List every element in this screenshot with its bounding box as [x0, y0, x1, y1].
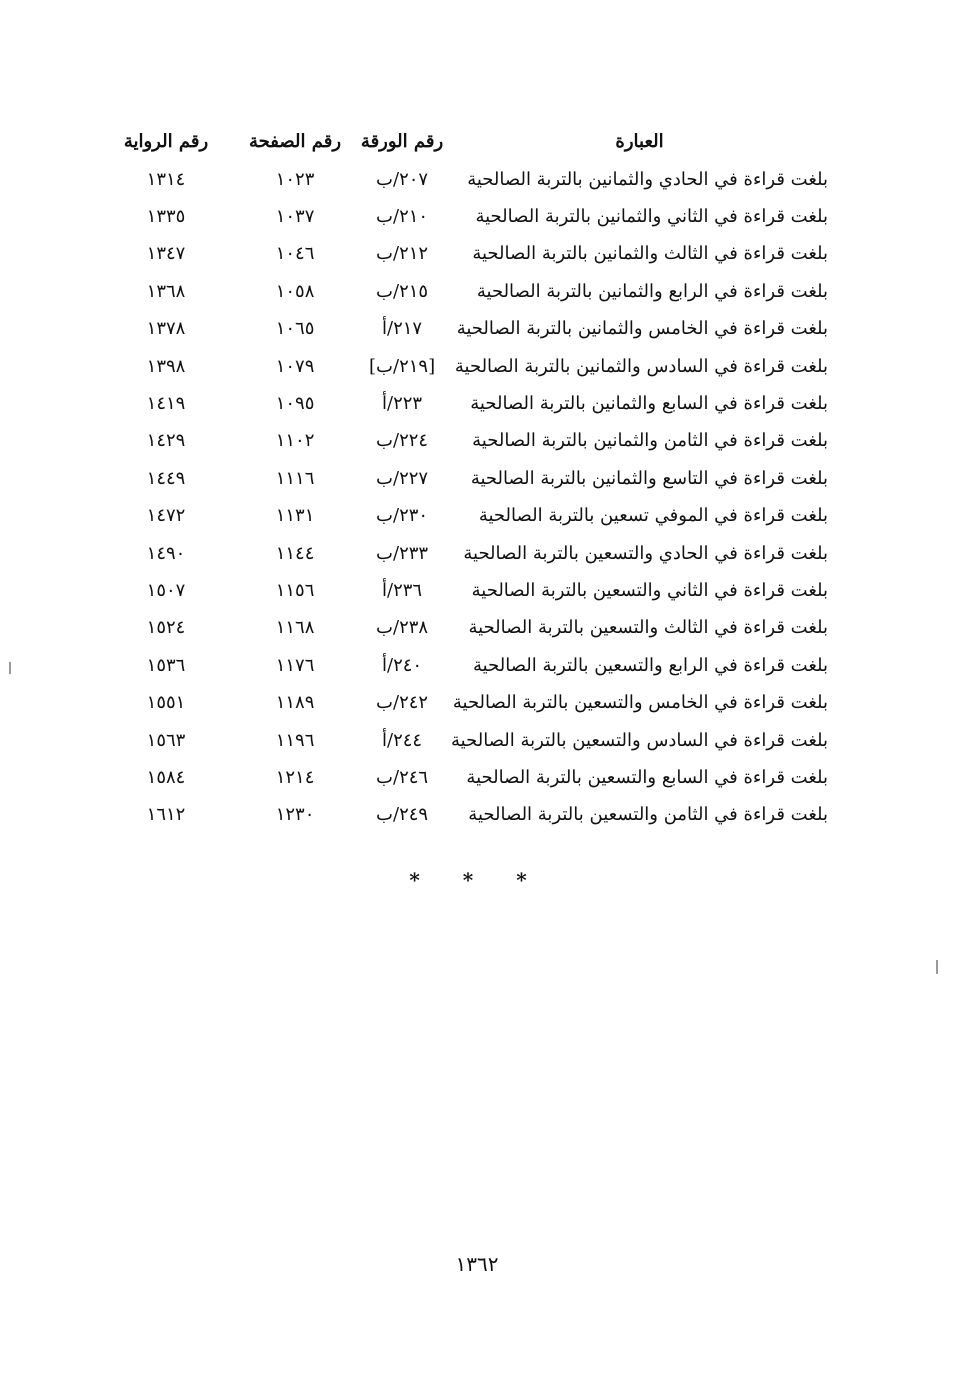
table-body: [95, 161, 828, 834]
cell-phrase: بلغت قراءة في السابع والثمانين بالتربة الصالحية: [470, 393, 828, 415]
cell-narration-number: ١٥٥١: [146, 692, 186, 714]
table-row: [95, 273, 828, 310]
cell-leaf-number: ٢٣٦/أ: [382, 579, 423, 601]
readings-table: [95, 123, 828, 834]
cell-narration-number: ١٤٧٢: [146, 505, 186, 527]
cell-page-number: ١١٥٦: [275, 579, 315, 601]
cell-narration-number: ١٤١٩: [146, 393, 186, 415]
cell-phrase: بلغت قراءة في الرابع والتسعين بالتربة الصالحية: [473, 654, 828, 676]
scan-speck: [9, 662, 11, 674]
table-row: [95, 198, 828, 235]
cell-page-number: ١١٨٩: [275, 692, 315, 714]
cell-page-number: ١١٦٨: [275, 617, 315, 639]
cell-narration-number: ١٥٣٦: [146, 654, 186, 676]
cell-phrase: بلغت قراءة في الرابع والثمانين بالتربة الصالحية: [476, 280, 828, 302]
cell-phrase: بلغت قراءة في الثالث والتسعين بالتربة الصالحية: [468, 617, 828, 639]
cell-page-number: ١٠٣٧: [275, 206, 315, 228]
cell-phrase: بلغت قراءة في التاسع والثمانين بالتربة الصالحية: [470, 467, 828, 489]
table-row: [95, 460, 828, 497]
header-page-number: رقم الصفحة: [249, 131, 342, 152]
table-row: [95, 647, 828, 684]
cell-narration-number: ١٥٠٧: [146, 579, 186, 601]
table-header-row: [95, 123, 828, 161]
cell-narration-number: ١٥٢٤: [146, 617, 186, 639]
cell-phrase: بلغت قراءة في السادس والثمانين بالتربة الصالحية: [454, 355, 828, 377]
cell-leaf-number: ٢٣٠/ب: [376, 505, 429, 527]
table-row: [95, 498, 828, 535]
cell-leaf-number: ٢١٧/أ: [382, 318, 423, 340]
cell-page-number: ١١٠٢: [275, 430, 315, 452]
table-row: [95, 161, 828, 198]
cell-phrase: بلغت قراءة في الحادي والثمانين بالتربة الصالحية: [467, 168, 828, 190]
cell-leaf-number: ٢١٥/ب: [376, 280, 429, 302]
table-row: [95, 797, 828, 834]
cell-narration-number: ١٤٢٩: [146, 430, 186, 452]
page-number: ١٣٦٢: [455, 1252, 499, 1276]
cell-page-number: ١١٣١: [275, 505, 315, 527]
cell-page-number: ١٠٧٩: [275, 355, 315, 377]
cell-narration-number: ١٣٦٨: [146, 280, 186, 302]
cell-phrase: بلغت قراءة في السادس والتسعين بالتربة الصالحية: [451, 729, 828, 751]
cell-leaf-number: [٢١٩/ب]: [369, 355, 436, 377]
cell-leaf-number: ٢٤٠/أ: [382, 654, 423, 676]
cell-leaf-number: ٢١٠/ب: [376, 206, 429, 228]
cell-page-number: ١٠٥٨: [275, 280, 315, 302]
cell-page-number: ١١١٦: [275, 467, 315, 489]
cell-phrase: بلغت قراءة في الثامن والتسعين بالتربة الصالحية: [468, 804, 828, 826]
cell-leaf-number: ٢٤٢/ب: [376, 692, 429, 714]
cell-phrase: بلغت قراءة في الموفي تسعين بالتربة الصالحية: [478, 505, 828, 527]
cell-phrase: بلغت قراءة في الثاني والتسعين بالتربة الصالحية: [471, 579, 828, 601]
table-row: [95, 236, 828, 273]
cell-narration-number: ١٦١٢: [146, 804, 186, 826]
cell-narration-number: ١٤٤٩: [146, 467, 186, 489]
table-row: [95, 385, 828, 422]
cell-page-number: ١٠٤٦: [275, 243, 315, 265]
cell-narration-number: ١٥٦٣: [146, 729, 186, 751]
cell-leaf-number: ٢٤٦/ب: [376, 766, 429, 788]
cell-phrase: بلغت قراءة في الثامن والثمانين بالتربة الصالحية: [472, 430, 828, 452]
table-row: [95, 423, 828, 460]
cell-narration-number: ١٥٨٤: [146, 766, 186, 788]
table-row: [95, 610, 828, 647]
table-row: [95, 311, 828, 348]
header-leaf-number: رقم الورقة: [360, 131, 444, 152]
cell-narration-number: ١٣١٤: [146, 168, 186, 190]
cell-page-number: ١٠٢٣: [275, 168, 315, 190]
cell-phrase: بلغت قراءة في الخامس والثمانين بالتربة الصالحية: [456, 318, 828, 340]
table-row: [95, 759, 828, 796]
cell-leaf-number: ٢٤٩/ب: [376, 804, 429, 826]
cell-narration-number: ١٣٩٨: [146, 355, 186, 377]
cell-phrase: بلغت قراءة في الحادي والتسعين بالتربة الصالحية: [463, 542, 828, 564]
table-row: [95, 684, 828, 721]
cell-leaf-number: ٢٣٣/ب: [376, 542, 429, 564]
cell-narration-number: ١٣٤٧: [146, 243, 186, 265]
scan-speck: [936, 960, 938, 974]
cell-narration-number: ١٤٩٠: [146, 542, 186, 564]
table-row: [95, 572, 828, 609]
cell-phrase: بلغت قراءة في الثالث والثمانين بالتربة الصالحية: [472, 243, 828, 265]
table-row: [95, 535, 828, 572]
cell-leaf-number: ٢٢٧/ب: [376, 467, 429, 489]
cell-phrase: بلغت قراءة في الخامس والتسعين بالتربة الصالحية: [452, 692, 828, 714]
table-row: [95, 348, 828, 385]
cell-narration-number: ١٣٣٥: [146, 206, 186, 228]
cell-page-number: ١١٧٦: [275, 654, 315, 676]
cell-phrase: بلغت قراءة في السابع والتسعين بالتربة الصالحية: [466, 766, 828, 788]
section-separator: * * *: [409, 868, 545, 892]
cell-page-number: ١٢١٤: [275, 766, 315, 788]
cell-leaf-number: ٢٢٤/ب: [376, 430, 429, 452]
header-narration-number: رقم الرواية: [123, 131, 209, 152]
cell-narration-number: ١٣٧٨: [146, 318, 186, 340]
cell-page-number: ١٠٩٥: [275, 393, 315, 415]
cell-page-number: ١١٤٤: [275, 542, 315, 564]
cell-leaf-number: ٢٣٨/ب: [376, 617, 429, 639]
table-row: [95, 722, 828, 759]
cell-leaf-number: ٢٢٣/أ: [382, 393, 423, 415]
cell-leaf-number: ٢١٢/ب: [376, 243, 429, 265]
cell-leaf-number: ٢٤٤/أ: [382, 729, 423, 751]
header-phrase: العبارة: [615, 131, 664, 152]
cell-page-number: ١٠٦٥: [275, 318, 315, 340]
cell-page-number: ١٢٣٠: [275, 804, 315, 826]
cell-leaf-number: ٢٠٧/ب: [376, 168, 429, 190]
cell-phrase: بلغت قراءة في الثاني والثمانين بالتربة الصالحية: [475, 206, 828, 228]
cell-page-number: ١١٩٦: [275, 729, 315, 751]
